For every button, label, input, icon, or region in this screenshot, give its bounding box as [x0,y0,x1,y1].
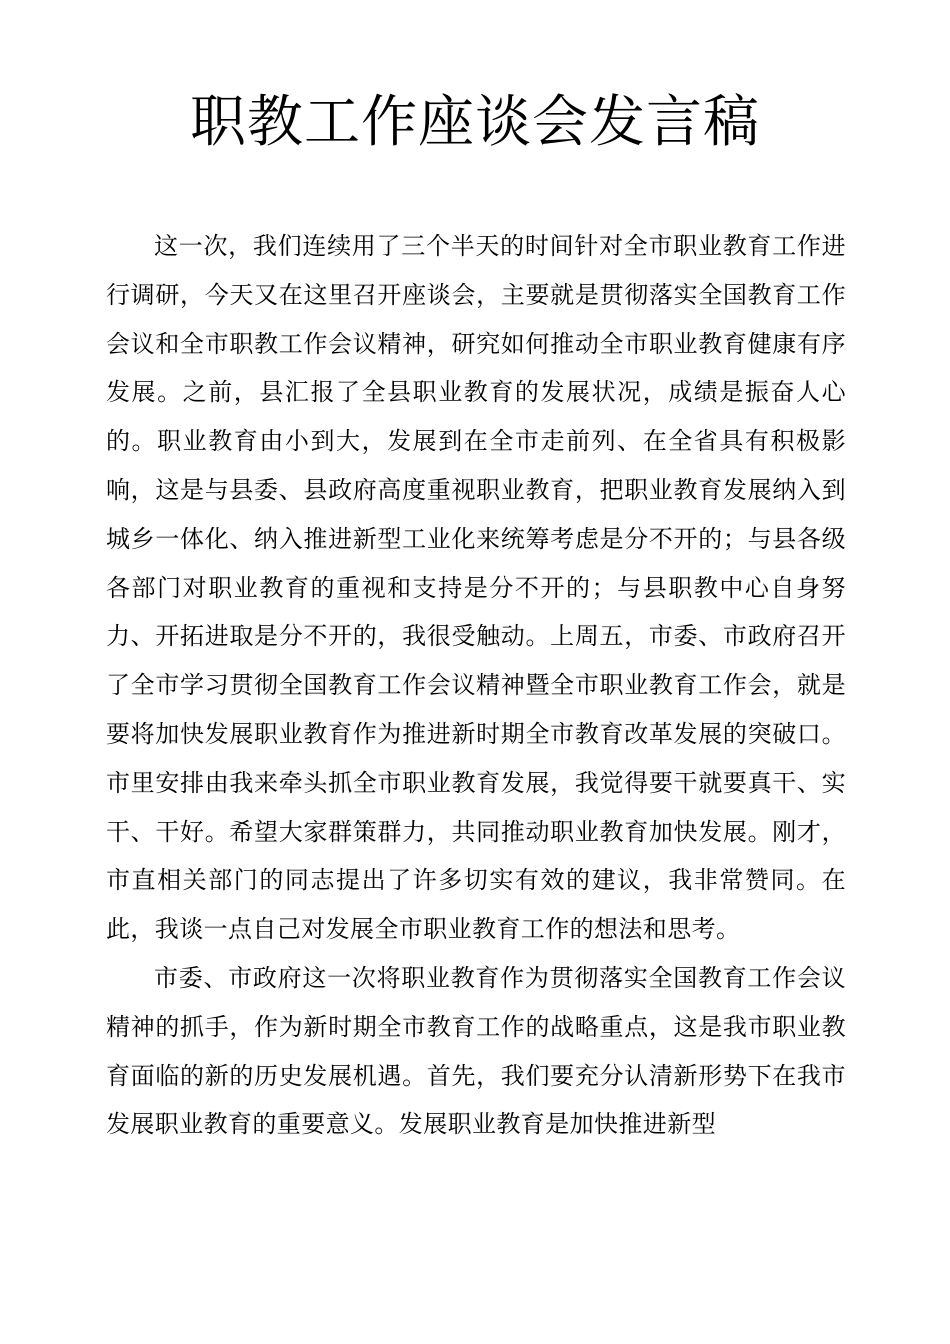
document-title: 职教工作座谈会发言稿 [190,90,760,155]
paragraph-2: 市委、市政府这一次将职业教育作为贯彻落实全国教育工作会议精神的抓手，作为新时期全市教育工作的战略重点，这是我市职业教育面临的新的历史发展机遇。首先，我们要充分认清新形势下在我市发展职业教育的重要意义。发展职业教育是加快推进新型 [106,963,846,1139]
document-body [106,222,846,1149]
paragraph-1: 这一次，我们连续用了三个半天的时间针对全市职业教育工作进行调研，今天又在这里召开座谈会，主要就是贯彻落实全国教育工作会议和全市职教工作会议精神，研究如何推动全市职业教育健康有序发展。之前，县汇报了全县职业教育的发展状况，成绩是振奋人心的。职业教育由小到大，发展到在全市走前列、在全省具有积极影响，这是与县委、县政府高度重视职业教育，把职业教育发展纳入到城乡一体化、纳入推进新型工业化来统筹考虑是分不开的；与县各级各部门对职业教育的重视和支持是分不开的；与县职教中心自身努力、开拓进取是分不开的，我很受触动。上周五，市委、市政府召开了全市学习贯彻全国教育工作会议精神暨全市职业教育工作会，就是要将加快发展职业教育作为推进新时期全市教育改革发展的突破口。市里安排由我来牵头抓全市职业教育发展，我觉得要干就要真干、实干、干好。希望大家群策群力，共同推动职业教育加快发展。刚才，市直相关部门的同志提出了许多切实有效的建议，我非常赞同。在此，我谈一点自己对发展全市职业教育工作的想法和思考。 [106,232,846,944]
